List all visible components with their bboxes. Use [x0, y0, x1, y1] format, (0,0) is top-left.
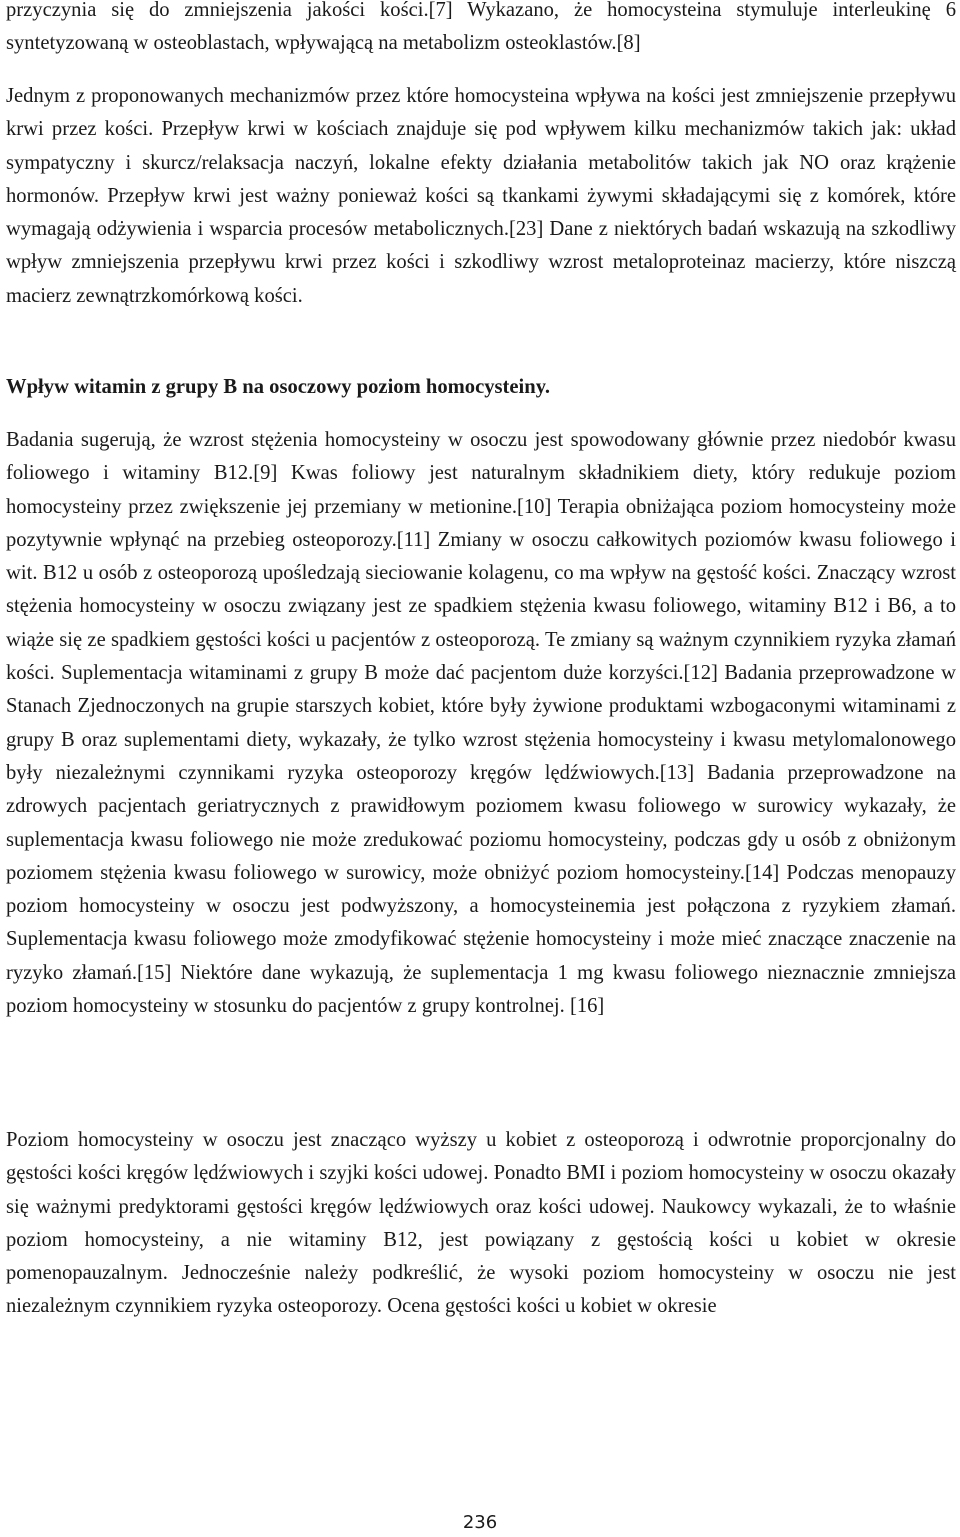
paragraph-vitamin-b-effects: Badania sugerują, że wzrost stężenia homocysteiny w osoczu jest spowodowany głównie przez niedobór kwasu foliowego i witaminy B12.[9] Kwas foliowy jest naturalnym składnikiem diety, który redukuje poziom homocysteiny przez zwiększenie jej przemiany w metionine.[10] Terapia obniżająca poziom homocysteiny może pozytywnie wpłynąć na przebieg osteoporozy.[11] Zmiany w osoczu całkowitych poziomów kwasu foliowego i wit. B12 u osób z osteoporozą upośledzają sieciowanie kolagenu, co ma wpływ na gęstość kości. Znaczący wzrost stężenia homocysteiny w osoczu związany jest ze spadkiem stężenia kwasu foliowego, witaminy B12 i B6, a to wiąże się ze spadkiem gęstości kości u pacjentów z osteoporozą. Te zmiany są ważnym czynnikiem ryzyka złamań kości. Suplementacja witaminami z grupy B może dać pacjentom duże korzyści.[12] Badania przeprowadzone w Stanach Zjednoczonych na grupie starszych kobiet, które były żywione produktami wzbogaconymi witaminami z grupy B oraz suplementami diety, wykazały, że tylko wzrost stężenia homocysteiny i kwasu metylomalonowego były niezależnymi czynnikami ryzyka osteoporozy kręgów lędźwiowych.[13] Badania przeprowadzone na zdrowych pacjentach geriatrycznych z prawidłowym poziomem kwasu foliowego w surowicy wykazały, że suplementacja kwasu foliowego nie może zredukować poziomu homocysteiny, podczas gdy u osób z obniżonym poziomem stężenia kwasu foliowego w surowicy, może obniżyć poziom homocysteiny.[14] Podczas menopauzy poziom homocysteiny w osoczu jest podwyższony, a homocysteinemia jest połączona z ryzykiem złamań. Suplementacja kwasu foliowego może zmodyfikować stężenie homocysteiny i może mieć znaczące znaczenie na ryzyko złamań.[15] Niektóre dane wykazują, że suplementacja 1 mg kwasu foliowego nieznacznie zmniejsza poziom homocysteiny w stosunku do pacjentów z grupy kontrolnej. [16]	[6, 429, 956, 1018]
page-number: 236	[462, 1512, 498, 1533]
section-heading: Wpływ witamin z grupy B na osoczowy poziom homocysteiny.	[6, 376, 551, 398]
paragraph-blood-flow-mechanism: Jednym z proponowanych mechanizmów przez które homocysteina wpływa na kości jest zmniejszenie przepływu krwi przez kości. Przepływ krwi w kościach znajduje się pod wpływem kilku mechanizmów takich jak: układ sympatyczny i skurcz/relaksacja naczyń, lokalne efekty działania metabolitów takich jak NO oraz krążenie hormonów. Przepływ krwi jest ważny ponieważ kości są tkankami żywymi składającymi się z komórek, które wymagają odżywienia i wsparcia procesów metabolicznych.[23] Dane z niektórych badań wskazują na szkodliwy wpływ zmniejszenia przepływu krwi przez kości i szkodliwy wzrost metaloproteinaz macierzy, które niszczą macierz zewnątrzkomórkową kości.	[6, 85, 956, 307]
paragraph-homocysteine-bone-quality: przyczynia się do zmniejszenia jakości kości.[7] Wykazano, że homocysteina stymuluje interleukinę 6 syntetyzowaną w osteoblastach, wpływającą na metabolizm osteoklastów.[8]	[6, 0, 956, 55]
paragraph-bmi-bone-density: Poziom homocysteiny w osoczu jest znacząco wyższy u kobiet z osteoporozą i odwrotnie proporcjonalny do gęstości kości kręgów lędźwiowych i szyjki kości udowej. Ponadto BMI i poziom homocysteiny w osoczu okazały się ważnymi predyktorami gęstości kręgów lędźwiowych oraz kości udowej. Naukowcy wykazali, że to właśnie poziom homocysteiny, a nie witaminy B12, jest powiązany z gęstością kości u kobiet w okresie pomenopauzalnym. Jednocześnie należy podkreślić, że wysoki poziom homocysteiny w osoczu nie jest niezależnym czynnikiem ryzyka osteoporozy. Ocena gęstości kości u kobiet w okresie	[6, 1129, 956, 1318]
